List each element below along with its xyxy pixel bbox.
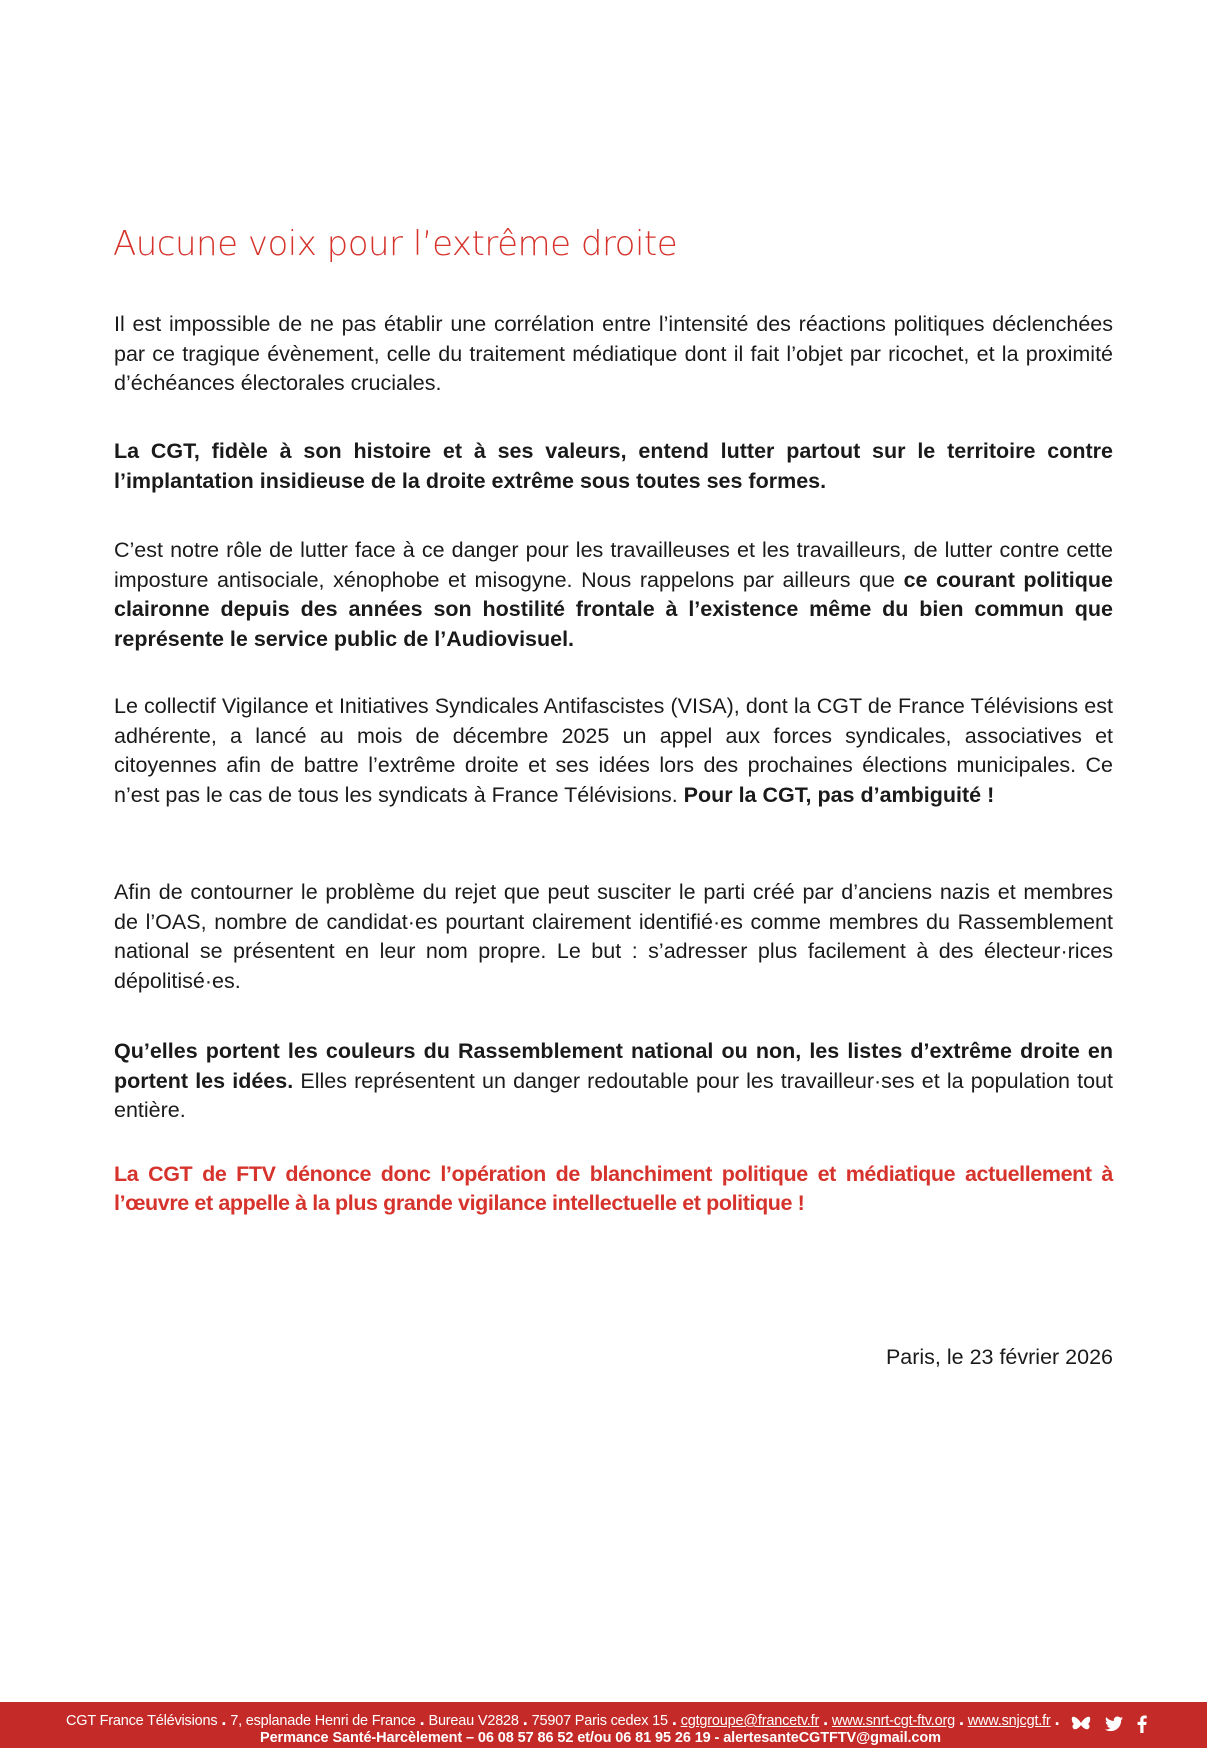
paragraph-1 xyxy=(114,310,1113,399)
paragraph-4 xyxy=(114,692,1113,810)
footer-hotline: Permance Santé-Harcèlement – 06 08 57 86 52 et/ou 06 81 95 26 19 - alertesanteCGTFTV@gmail.com xyxy=(260,1730,941,1746)
separator-dot: . xyxy=(522,1709,528,1729)
conclusion-paragraph: La CGT de FTV dénonce donc l’opération de blanchiment politique et médiatique actuellement à l’œuvre et appelle à la plus grande vigilance intellectuelle et politique ! xyxy=(114,1162,1113,1215)
separator-dot: . xyxy=(1054,1709,1060,1729)
separator-dot: . xyxy=(671,1709,677,1729)
footer-address: 7, esplanade Henri de France xyxy=(230,1713,416,1729)
paragraph-bold-text: Qu’elles portent les couleurs du Rassemblement national ou non, les listes d’extrême droite en portent les idées. xyxy=(114,1039,1113,1093)
paragraph-5 xyxy=(114,878,1113,996)
separator-dot: . xyxy=(958,1709,964,1729)
footer-site-snj-link[interactable]: www.snjcgt.fr xyxy=(967,1713,1051,1729)
footer-postcode: 75907 Paris cedex 15 xyxy=(531,1713,668,1729)
paragraph-bold-text: La CGT, fidèle à son histoire et à ses valeurs, entend lutter partout sur le territoire contre l’implantation insidieuse de la droite extrême sous toutes ses formes. xyxy=(114,439,1113,493)
footer-email-link[interactable]: cgtgroupe@francetv.fr xyxy=(680,1713,820,1729)
footer-office: Bureau V2828 xyxy=(428,1713,519,1729)
paragraph-2 xyxy=(114,437,1113,496)
footer-band xyxy=(0,1702,1207,1748)
paragraph-text: C’est notre rôle de lutter face à ce danger pour les travailleuses et les travailleurs, de lutter contre cette imposture antisociale, xénophobe et misogyne. Nous rappelons par ailleurs que xyxy=(114,538,1113,592)
document-date: Paris, le 23 février 2026 xyxy=(885,1345,1113,1369)
paragraph-3 xyxy=(114,536,1113,654)
paragraph-bold-text: Pour la CGT, pas d’ambiguité ! xyxy=(683,782,995,807)
page-title: Aucune voix pour l’extrême droite xyxy=(113,224,678,264)
separator-dot: . xyxy=(221,1709,227,1729)
paragraph-6 xyxy=(114,1037,1113,1126)
paragraph-text: Il est impossible de ne pas établir une corrélation entre l’intensité des réactions politiques déclenchées par ce tragique évènement, celle du traitement médiatique dont il fait l’objet par ricochet, et la proximité d’échéances électorales cruciales. xyxy=(114,312,1113,396)
separator-dot: . xyxy=(823,1709,828,1729)
paragraph-text: Elles représentent un danger redoutable pour les travailleur·ses et la population tout entière. xyxy=(114,1068,1113,1123)
paragraph-bold-text: ce courant politique claironne depuis des années son hostilité frontale à l’existence même du bien commun que représente le service public de l’Audiovisuel. xyxy=(114,567,1114,651)
separator-dot: . xyxy=(419,1709,425,1729)
paragraph-text: Le collectif Vigilance et Initiatives Syndicales Antifascistes (VISA), dont la CGT de France Télévisions est adhérente, a lancé au mois de décembre 2025 un appel aux forces syndicales, associatives et citoyennes afin de battre l’extrême droite et ses idées lors des prochaines élections municipales. Ce n’est pas le cas de tous les syndicats à France Télévisions. xyxy=(114,694,1113,807)
paragraph-text: Afin de contourner le problème du rejet que peut susciter le parti créé par d’anciens nazis et membres de l’OAS, nombre de candidat·es pourtant clairement identifié·es comme membres du Rassemblement national se présentent en leur nom propre. Le but : s’adresser plus facilement à des électeur·rices dépolitisé·es. xyxy=(114,880,1113,993)
footer-org: CGT France Télévisions xyxy=(66,1713,218,1729)
footer-site-snrt-link[interactable]: www.snrt-cgt-ftv.org xyxy=(831,1713,955,1729)
